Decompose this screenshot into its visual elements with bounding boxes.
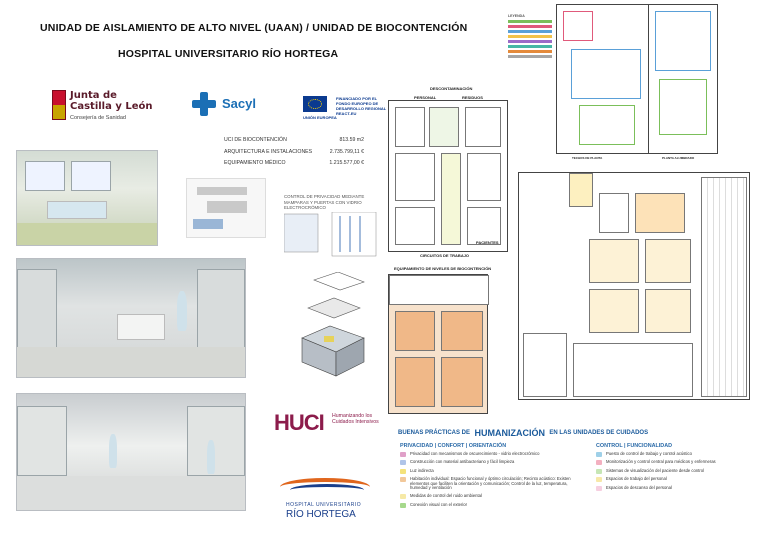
legend-swatch: [400, 494, 406, 499]
legend-swatch: [596, 460, 602, 465]
legend-swatch: [596, 477, 602, 482]
sacyl-logo-text: Sacyl: [222, 96, 256, 111]
equipamiento-label: EQUIPAMIENTO DE NIVELES DE BIOCONTENCIÓN: [394, 266, 492, 271]
hurh-line2: RÍO HORTEGA: [286, 509, 356, 520]
list-item-text: Privacidad con mecanismos de oscurecimiento - vidrio electrocrómico: [410, 451, 540, 456]
list-item: [400, 460, 586, 465]
page-title: UNIDAD DE AISLAMIENTO DE ALTO NIVEL (UAAN) / UNIDAD DE BIOCONTENCIÓN: [40, 22, 468, 34]
jcl-shield-icon: [52, 90, 66, 120]
list-item: [596, 477, 756, 482]
render-corridor: [16, 393, 246, 511]
jcl-logo-sub: Consejería de Sanidad: [70, 115, 126, 121]
render-corridor-control: [16, 258, 246, 378]
hurh-line1: HOSPITAL UNIVERSITARIO: [286, 502, 362, 508]
sacyl-cross-icon: [192, 92, 216, 116]
jcl-logo-line1: Junta de: [70, 90, 117, 101]
right-items-list: [596, 452, 756, 494]
pacientes-label: PACIENTES: [476, 240, 499, 245]
list-item: [596, 486, 756, 491]
planta-techo-label: TECHOS DE PLANTA: [572, 156, 603, 160]
eu-fund-text: FINANCIADO POR EL FONDO EUROPEO DE DESARROLLO REGIONAL REACT-EU: [336, 96, 387, 116]
buenas-part1: BUENAS PRÁCTICAS DE: [398, 429, 471, 436]
list-item-text: Espacios de descanso del personal: [606, 484, 672, 490]
legend-swatch: [400, 503, 406, 508]
list-item-text: Medidas de control del ruido ambiental: [410, 493, 482, 499]
info-label: EQUIPAMIENTO MÉDICO: [224, 160, 286, 166]
huci-logo: [274, 410, 394, 438]
info-label: ARQUITECTURA E INSTALACIONES: [224, 148, 313, 155]
isometric-room: [294, 272, 376, 384]
legend-swatch: [596, 469, 602, 474]
floor-plan-installations: [556, 4, 656, 154]
eu-flag-icon: [303, 96, 327, 112]
plan-legend: [508, 14, 552, 92]
legend-swatch: [400, 477, 406, 482]
buenas-part3: EN LAS UNIDADES DE CUIDADOS: [549, 429, 649, 436]
list-item: [596, 452, 756, 457]
hurh-logo: [276, 478, 386, 522]
planta-inst-label: PLANTA ALUMBRADO: [662, 156, 695, 160]
privacy-diagram: [284, 212, 380, 258]
list-item: [596, 469, 756, 474]
descont-label: DESCONTAMINACIÓN: [430, 86, 473, 91]
info-row: [224, 160, 364, 172]
info-value: 813.59 m2: [339, 137, 364, 143]
floor-plan-biocontainment: [388, 274, 488, 414]
list-item: [400, 477, 586, 491]
info-value: 2.735.799,11 €: [329, 148, 364, 155]
floor-plan-circuits: [388, 100, 508, 252]
list-item-text: Construcción con material antibacteriano y fácil limpieza: [410, 459, 515, 465]
legend-swatch: [400, 460, 406, 465]
list-item: [400, 503, 586, 508]
info-row: [224, 137, 364, 149]
legend-swatch: [596, 452, 602, 457]
eu-caption: UNIÓN EUROPEA: [303, 115, 337, 120]
buenas-part2: HUMANIZACIÓN: [474, 427, 545, 438]
list-item-text: Puesto de control de trabajo y control acústico: [606, 451, 692, 456]
list-item: [400, 469, 586, 474]
list-item: [400, 494, 586, 499]
render-isolation-room: [16, 150, 158, 246]
legend-swatch: [400, 452, 406, 457]
residuos-label: RESIDUOS: [462, 95, 483, 100]
buenas-header: [398, 424, 758, 442]
sacyl-logo: [192, 92, 272, 122]
circuitos-label: CIRCUITOS DE TRABAJO: [420, 253, 470, 258]
budget-info: [224, 137, 364, 172]
huci-logo-text: HUCI: [274, 410, 324, 435]
list-item: [596, 460, 756, 465]
section-left-title: PRIVACIDAD | CONFORT | ORIENTACIÓN: [400, 443, 507, 449]
legend-title: LEYENDA: [508, 14, 525, 18]
list-item-text: Espacios de trabajo del personal: [606, 476, 667, 482]
floor-plan-lighting: [648, 4, 718, 154]
page-subtitle: HOSPITAL UNIVERSITARIO RÍO HORTEGA: [118, 48, 339, 60]
info-value: 1.215.577,00 €: [329, 160, 364, 166]
list-item-text: Sistemas de visualización del paciente desde control: [606, 467, 704, 473]
eu-logo: [303, 96, 393, 124]
huci-logo-sub: Humanizando los Cuidados Intensivos: [332, 413, 379, 425]
info-label: UCI DE BIOCONTENCIÓN: [224, 137, 287, 143]
section-right-title: CONTROL | FUNCIONALIDAD: [596, 443, 672, 449]
floor-plan-uci: [518, 172, 750, 400]
left-items-list: [400, 452, 586, 511]
list-item-text: Monitorización y control central para médicos y enfermeras: [606, 459, 716, 465]
list-item-text: Luz indirecta: [410, 467, 434, 473]
list-item-text: Conexión visual con el exterior: [410, 501, 468, 507]
legend-swatch: [400, 469, 406, 474]
jcl-logo-line2: Castilla y León: [70, 101, 153, 112]
jcl-logo: [52, 90, 162, 128]
list-item-text: Habitación individual: Espacio funcional y óptimo circulación; Recinto acústico: Existen elementos que faciliten la orientación y comunicación; Control de la luz, temperatura, humedad y ventilación: [410, 476, 571, 491]
list-item: [400, 452, 586, 457]
personal-label: PERSONAL: [414, 95, 437, 100]
privacy-caption: CONTROL DE PRIVACIDAD MEDIANTE MAMPARAS Y PUERTAS CON VIDRIO ELECTROCRÓMICO: [284, 194, 365, 210]
info-row: [224, 149, 364, 161]
legend-swatch: [596, 486, 602, 491]
site-plan: [186, 178, 266, 238]
